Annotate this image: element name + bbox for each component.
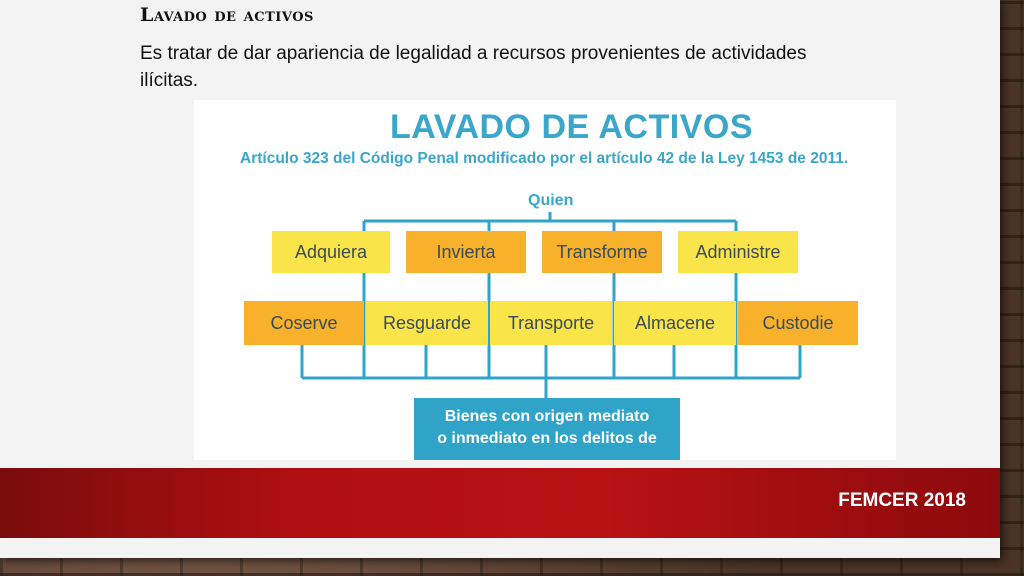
verb-box-adquiera: Adquiera: [272, 231, 390, 273]
diagram-image: [194, 100, 896, 460]
destination-box: [414, 398, 680, 460]
footer-bar: [0, 468, 1000, 538]
verb-box-invierta: Invierta: [406, 231, 526, 273]
diagram-subtitle: Artículo 323 del Código Penal modificado por el artículo 42 de la Ley 1453 de 2011.: [240, 150, 849, 167]
verb-box-resguarde: Resguarde: [366, 301, 488, 345]
destination-line-1: Bienes con origen mediato: [444, 408, 650, 425]
slide-title: Lavado de activos: [140, 4, 314, 26]
slide-body-text: Es tratar de dar apariencia de legalidad a recursos provenientes de actividades ilícitas.: [140, 43, 807, 91]
verb-box-custodie: Custodie: [738, 301, 858, 345]
destination-line-2: o inmediato en los delitos de: [437, 430, 657, 447]
footer-label: FEMCER 2018: [838, 490, 966, 511]
verb-box-administre: Administre: [678, 231, 798, 273]
verb-box-transforme: Transforme: [542, 231, 662, 273]
root-label-quien: Quien: [528, 192, 574, 209]
verb-box-almacene: Almacene: [614, 301, 736, 345]
diagram-title: LAVADO DE ACTIVOS: [390, 108, 753, 146]
verb-box-coserve: Coserve: [244, 301, 364, 345]
verb-box-transporte: Transporte: [490, 301, 612, 345]
